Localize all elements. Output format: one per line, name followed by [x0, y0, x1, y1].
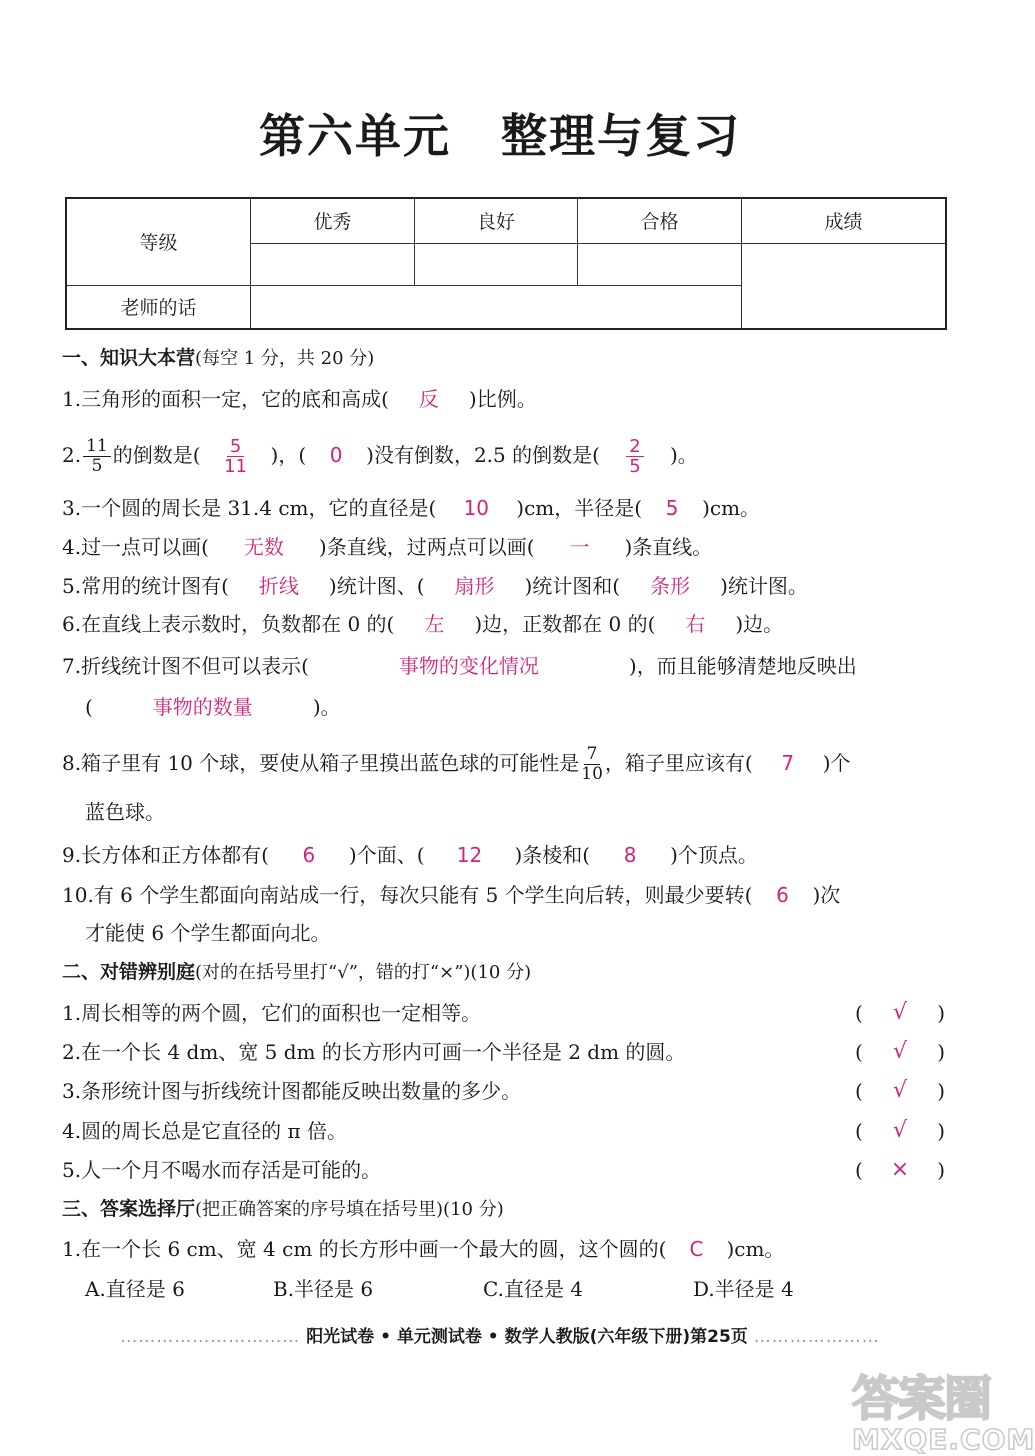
option-c[interactable]: C.直径是 4	[483, 1277, 584, 1301]
watermark-title: 答案圈	[852, 1371, 991, 1427]
grade-good: 良好	[414, 198, 578, 243]
judge-answer-4[interactable]: ( √ )	[855, 1116, 945, 1146]
option-d[interactable]: D.半径是 4	[693, 1277, 794, 1301]
check-mark-icon: √	[892, 1078, 908, 1103]
question-1-5: 5.常用的统计图有( 折线 )统计图、( 扇形 )统计图和( 条形 )统计图。	[62, 571, 808, 601]
title-unit: 第六单元	[259, 109, 451, 163]
cross-mark-icon: ×	[890, 1157, 910, 1182]
answer-blank[interactable]: 折线	[258, 574, 299, 598]
answer-blank[interactable]: 7	[781, 751, 795, 775]
answer-blank[interactable]: 6	[776, 883, 789, 907]
question-1-10: 10.有 6 个学生都面向南站成一行，每次只能有 5 个学生向后转，则最少要转( 6 )次	[62, 880, 840, 910]
answer-blank[interactable]: 5	[665, 496, 679, 520]
answer-blank[interactable]: C	[689, 1237, 704, 1261]
watermark-logo	[852, 1360, 1035, 1456]
grade-good-cell[interactable]	[414, 243, 578, 285]
question-1-1: 1.三角形的面积一定，它的底和高成( 反 )比例。	[62, 384, 537, 414]
judge-item-2: 2.在一个长 4 dm、宽 5 dm 的长方形内可画一个半径是 2 dm 的圆。	[62, 1040, 686, 1064]
answer-blank[interactable]: 右	[685, 612, 706, 636]
judge-item-5: 5.人一个月不喝水而存活是可能的。	[62, 1158, 382, 1182]
question-1-10-cont: 才能使 6 个学生都面向北。	[85, 921, 331, 945]
question-1-8-cont: 蓝色球。	[85, 800, 165, 824]
judge-item-3: 3.条形统计图与折线统计图都能反映出数量的多少。	[62, 1079, 522, 1103]
question-1-2: 2. $\frac{11}{5}$ 的倒数是( $\frac{5}{11}$ )，( 0 )没有倒数，2.5 的倒数是( $\frac{2}{5}$ )。	[62, 436, 698, 477]
check-mark-icon: √	[892, 1118, 908, 1143]
answer-blank[interactable]: 事物的变化情况	[398, 654, 539, 678]
answer-blank[interactable]: 10	[463, 496, 490, 520]
option-b[interactable]: B.半径是 6	[273, 1277, 374, 1301]
judge-answer-2[interactable]: ( √ )	[855, 1037, 945, 1067]
answer-blank[interactable]: 事物的数量	[152, 695, 253, 719]
footer-text: 阳光试卷 • 单元测试卷 • 数学人教版(六年级下册)第25页	[306, 1327, 748, 1347]
grade-pass-cell[interactable]	[578, 243, 742, 285]
answer-blank[interactable]: $\frac{2}{5}$	[626, 437, 643, 476]
grade-excellent-cell[interactable]	[251, 243, 415, 285]
page-title	[0, 100, 1000, 166]
grade-excellent: 优秀	[251, 198, 415, 243]
teacher-comment-label: 老师的话	[66, 285, 251, 329]
judge-answer-1[interactable]: ( √ )	[855, 998, 945, 1028]
grade-table	[65, 197, 947, 330]
judge-answer-5[interactable]: ( × )	[855, 1155, 945, 1185]
score-cell[interactable]	[741, 243, 946, 329]
question-1-9: 9.长方体和正方体都有( 6 )个面、( 12 )条棱和( 8 )个顶点。	[62, 840, 758, 870]
answer-blank[interactable]: 6	[302, 843, 316, 867]
option-a[interactable]: A.直径是 6	[85, 1277, 185, 1301]
judge-item-4: 4.圆的周长总是它直径的 π 倍。	[62, 1119, 347, 1143]
answer-blank[interactable]: 条形	[650, 574, 691, 598]
question-1-3: 3.一个圆的周长是 31.4 cm，它的直径是( 10 )cm，半径是( 5 )cm。	[62, 493, 760, 523]
judge-item-1: 1.周长相等的两个圆，它们的面积也一定相等。	[62, 1001, 482, 1025]
check-mark-icon: √	[892, 1000, 908, 1025]
judge-answer-3[interactable]: ( √ )	[855, 1076, 945, 1106]
teacher-comment-cell[interactable]	[251, 285, 742, 329]
section3-heading: 三、答案选择厅(把正确答案的序号填在括号里)(10 分)	[62, 1198, 504, 1220]
watermark-url: MXQE.COM	[852, 1423, 1035, 1456]
title-topic: 整理与复习	[501, 109, 741, 163]
question-1-7-cont: ( 事物的数量 )。	[85, 692, 341, 722]
question-1-7: 7.折线统计图不但可以表示( 事物的变化情况 )，而且能够清楚地反映出	[62, 651, 857, 681]
fraction: $\frac{7}{10}$	[581, 744, 603, 784]
answer-blank[interactable]: 扇形	[454, 574, 495, 598]
grade-pass: 合格	[578, 198, 742, 243]
section2-heading: 二、对错辨别庭(对的在括号里打“√”，错的打“×”)(10 分)	[62, 961, 532, 983]
grade-label: 等级	[66, 198, 251, 285]
answer-blank[interactable]: 0	[329, 443, 343, 467]
answer-blank[interactable]: 12	[456, 843, 483, 867]
question-1-4: 4.过一点可以画( 无数 )条直线，过两点可以画( 一 )条直线。	[62, 532, 712, 562]
question-3-1: 1.在一个长 6 cm、宽 4 cm 的长方形中画一个最大的圆，这个圆的( C )cm。	[62, 1234, 784, 1264]
answer-blank[interactable]: 一	[569, 535, 590, 559]
section1-heading: 一、知识大本营(每空 1 分，共 20 分)	[62, 347, 375, 369]
answer-blank[interactable]: 反	[418, 387, 439, 411]
question-1-6: 6.在直线上表示数时，负数都在 0 的( 左 )边，正数都在 0 的( 右 )边。	[62, 609, 783, 639]
answer-blank[interactable]: 无数	[243, 535, 284, 559]
answer-blank[interactable]: $\frac{5}{11}$	[224, 436, 247, 477]
question-1-8: 8.箱子里有 10 个球，要使从箱子里摸出蓝色球的可能性是 $\frac{7}{10}$ ，箱子里应该有( 7 )个	[62, 744, 851, 784]
answer-blank[interactable]: 左	[424, 612, 445, 636]
score-header: 成绩	[741, 198, 946, 243]
check-mark-icon: √	[892, 1039, 908, 1064]
page-footer: ………………………… 阳光试卷 • 单元测试卷 • 数学人教版(六年级下册)第25页 …………………	[120, 1327, 880, 1347]
fraction: $\frac{11}{5}$	[83, 437, 111, 476]
answer-blank[interactable]: 8	[623, 843, 637, 867]
